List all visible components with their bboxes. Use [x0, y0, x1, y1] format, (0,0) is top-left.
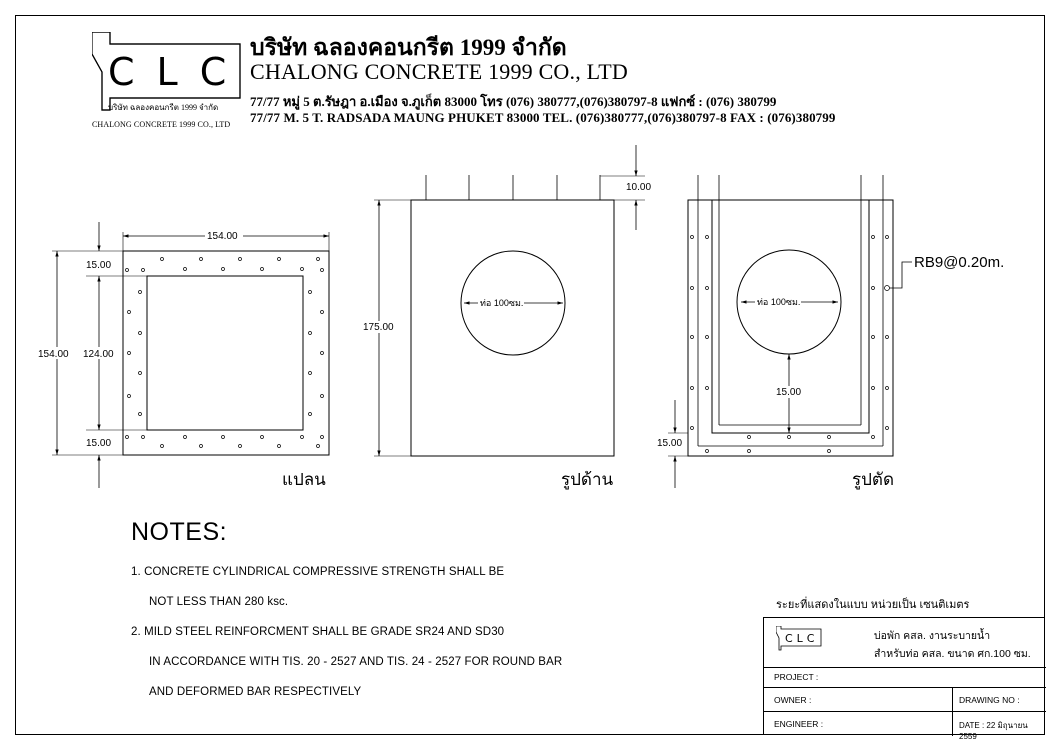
- section-rebar-lines: [698, 175, 883, 446]
- title-block-project: PROJECT :: [764, 667, 1046, 687]
- section-label: รูปตัด: [852, 470, 895, 489]
- plan-rebar-dots: [126, 258, 324, 448]
- title-block-logo-text: CLC: [785, 632, 819, 645]
- elevation-dim-bar: 10.00: [626, 182, 652, 193]
- section-dim-clear: 15.00: [776, 387, 802, 398]
- logo-letters: CLC: [108, 50, 249, 94]
- logo-caption-th: บริษัท ฉลองคอนกรีต 1999 จำกัด: [108, 103, 219, 112]
- company-address-en: 77/77 M. 5 T. RADSADA MAUNG PHUKET 83000 TEL. (076)380777,(076)380797-8 FAX : (076)380799: [250, 110, 836, 125]
- note-line: IN ACCORDANCE WITH TIS. 20 - 2527 AND TIS. 24 - 2527 FOR ROUND BAR: [149, 656, 563, 668]
- title-block-engineer: ENGINEER :: [764, 711, 1046, 736]
- section-rebar-dots: [691, 236, 890, 453]
- note-line: 1. CONCRETE CYLINDRICAL COMPRESSIVE STRENGTH SHALL BE: [131, 566, 505, 578]
- title-block-title-1: บ่อพัก คสล. งานระบายน้ำ: [874, 630, 991, 642]
- elevation-wall: [411, 200, 614, 456]
- section-pipe-label: ท่อ 100ซม.: [757, 297, 801, 307]
- note-line: 2. MILD STEEL REINFORCMENT SHALL BE GRADE SR24 AND SD30: [131, 626, 505, 638]
- title-block-owner: OWNER :: [764, 687, 1046, 711]
- units-note: ระยะที่แสดงในแบบ หน่วยเป็น เซนติเมตร: [776, 599, 970, 611]
- elevation-label: รูปด้าน: [561, 470, 614, 489]
- section-rebar-label: RB9@0.20m.: [914, 254, 1005, 271]
- plan-outer-wall: [123, 251, 329, 455]
- section-inner-face: [712, 200, 869, 433]
- elevation-pipe-label: ท่อ 100ซม.: [480, 298, 524, 308]
- elevation-bar-stubs: [426, 175, 600, 200]
- plan-dim-width: 154.00: [207, 231, 238, 242]
- title-block-drawing-no: DRAWING NO :: [952, 687, 1046, 711]
- plan-dim-height: 154.00: [38, 349, 69, 360]
- section-dim-base: 15.00: [657, 438, 683, 449]
- company-name-th: บริษัท ฉลองคอนกรีต 1999 จำกัด: [250, 35, 567, 60]
- title-block-title-2: สำหรับท่อ คสล. ขนาด ศก.100 ซม.: [874, 648, 1031, 660]
- plan-dim-bottom: 15.00: [86, 438, 112, 449]
- notes-title: NOTES:: [131, 518, 228, 546]
- logo-caption-en: CHALONG CONCRETE 1999 CO., LTD: [92, 120, 231, 129]
- note-line: AND DEFORMED BAR RESPECTIVELY: [149, 686, 362, 698]
- plan-dim-inner: 124.00: [83, 349, 114, 360]
- company-name-en: CHALONG CONCRETE 1999 CO., LTD: [250, 59, 628, 84]
- section-view: [668, 175, 912, 488]
- plan-label: แปลน: [282, 470, 326, 489]
- company-address-th: 77/77 หมู่ 5 ต.รัษฎา อ.เมือง จ.ภูเก็ต 83000 โทร (076) 380777,(076)380797-8 แฟกซ์ : (076) 380799: [250, 94, 777, 109]
- title-block-logo: [776, 626, 822, 654]
- title-block: [763, 617, 1045, 741]
- elevation-dim-height: 175.00: [363, 322, 394, 333]
- plan-dim-top: 15.00: [86, 260, 112, 271]
- plan-inner-opening: [147, 276, 303, 430]
- title-block-date: DATE : 22 มิถุนายน 2559: [952, 711, 1046, 736]
- note-line: NOT LESS THAN 280 ksc.: [149, 596, 289, 608]
